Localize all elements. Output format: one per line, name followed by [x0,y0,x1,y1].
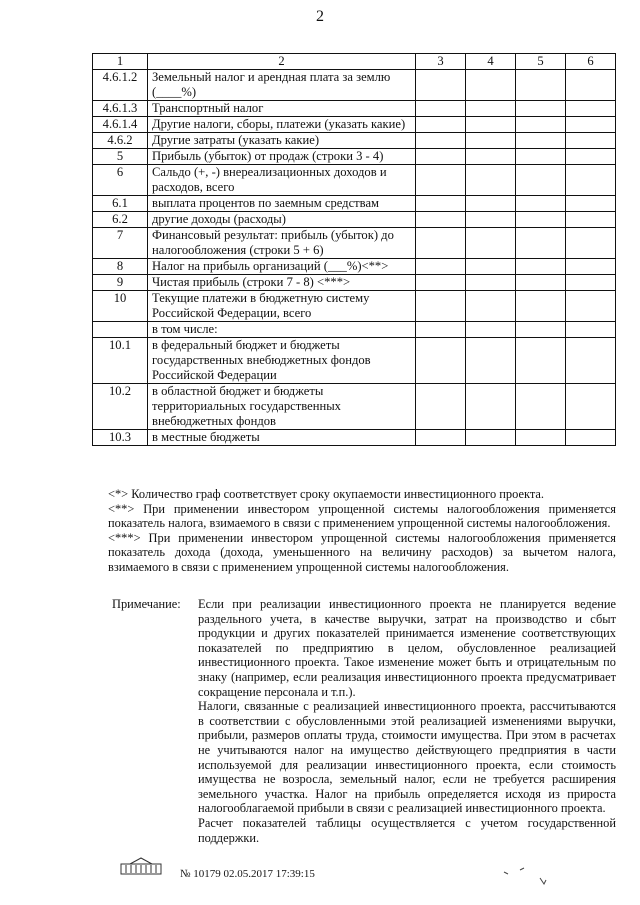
table-row [93,384,616,430]
value-cell [516,196,566,212]
value-cell [566,149,616,165]
value-cell [566,228,616,259]
footnote: <**> При применении инвестором упрощенной системы налогообложения применяется показатель налога, взимаемого в связи с применением упрощенной системы налогообложения. [108,501,616,531]
row-description [148,117,416,133]
table-header-cell: 4 [466,54,516,70]
financial-table [92,53,616,446]
footnotes [108,487,616,575]
row-description-line: расходов, всего [152,180,235,194]
row-description-line: Другие налоги, сборы, платежи (указать какие) [152,117,406,131]
row-description-line: в федеральный бюджет и бюджеты [152,338,340,352]
value-cell [516,149,566,165]
value-cell [516,322,566,338]
row-description [148,101,416,117]
table-row [93,165,616,196]
value-cell [416,228,466,259]
value-cell [516,70,566,101]
row-description [148,384,416,430]
row-number [93,322,148,338]
table-header-cell: 2 [148,54,416,70]
note-body [198,597,616,845]
row-number: 6 [93,165,148,196]
value-cell [466,149,516,165]
table-row [93,149,616,165]
page-number: 2 [316,8,324,25]
value-cell [516,384,566,430]
note-label: Примечание: [112,597,181,611]
value-cell [566,212,616,228]
table-header-cell: 3 [416,54,466,70]
row-description [148,133,416,149]
table-row [93,133,616,149]
value-cell [416,322,466,338]
row-description [148,212,416,228]
value-cell [466,430,516,446]
note-paragraph: Расчет показателей таблицы осуществляется с учетом государственной поддержки. [198,815,616,845]
row-description [148,338,416,384]
value-cell [516,117,566,133]
value-cell [466,117,516,133]
row-description-line: выплата процентов по заемным средствам [152,196,380,210]
value-cell [416,212,466,228]
row-description-line: Российской Федерации, всего [152,306,312,320]
table-row [93,259,616,275]
value-cell [566,196,616,212]
row-number: 10.1 [93,338,148,384]
value-cell [516,101,566,117]
value-cell [466,228,516,259]
table-row [93,196,616,212]
table-header-cell: 5 [516,54,566,70]
value-cell [516,212,566,228]
value-cell [516,275,566,291]
note-block [112,597,616,845]
value-cell [416,70,466,101]
footnote: <*> Количество граф соответствует сроку окупаемости инвестиционного проекта. [108,487,544,501]
note-paragraph: Если при реализации инвестиционного проекта не планируется ведение раздельного учета, в качестве выручки, затрат на производство и сбыт продукции и других показателей принимается изменение соответствующих показателей по предприятию в целом, обусловленное реализацией инвестиционного проекта. Такое изменение может быть и отрицательным по знаку (например, если реализация инвестиционного проекта предусматривает сокращение персонала и т.п.). [198,597,616,699]
table-row [93,291,616,322]
row-description [148,259,416,275]
row-description-line: другие доходы (расходы) [152,212,286,226]
value-cell [466,133,516,149]
row-description [148,228,416,259]
value-cell [566,322,616,338]
table-header-cell: 1 [93,54,148,70]
value-cell [566,165,616,196]
row-number: 6.2 [93,212,148,228]
value-cell [466,322,516,338]
row-number: 4.6.1.3 [93,101,148,117]
table-row [93,228,616,259]
value-cell [466,101,516,117]
value-cell [516,338,566,384]
row-description-line: Налог на прибыль организаций (___%)<**> [152,259,389,273]
table-header-cell: 6 [566,54,616,70]
value-cell [416,259,466,275]
table-row [93,430,616,446]
row-number: 10 [93,291,148,322]
value-cell [566,259,616,275]
building-stamp-icon [120,856,162,876]
row-number: 5 [93,149,148,165]
value-cell [466,291,516,322]
value-cell [516,228,566,259]
value-cell [566,291,616,322]
footnote: <***> При применении инвестором упрощенной системы налогообложения применяется показатель дохода (дохода, уменьшенного на величину расходов) за вычетом налога, взимаемого в связи с применением упрощенной системы налогообложения. [108,530,616,574]
value-cell [566,117,616,133]
row-description-line: внебюджетных фондов [152,414,276,428]
signature-mark-icon [500,862,560,892]
value-cell [516,291,566,322]
value-cell [466,384,516,430]
value-cell [566,430,616,446]
table-row [93,70,616,101]
row-description [148,196,416,212]
row-description [148,322,416,338]
value-cell [466,196,516,212]
registration-stamp: № 10179 02.05.2017 17:39:15 [180,868,315,880]
value-cell [466,165,516,196]
row-description-line: налогообложения (строки 5 + 6) [152,243,324,257]
value-cell [566,384,616,430]
value-cell [566,275,616,291]
row-number: 10.2 [93,384,148,430]
row-description-line: в местные бюджеты [152,430,260,444]
value-cell [516,430,566,446]
value-cell [416,165,466,196]
value-cell [416,384,466,430]
row-description-line: Сальдо (+, -) внереализационных доходов и [152,165,387,179]
value-cell [416,430,466,446]
table-header-row [93,54,616,70]
table-row [93,117,616,133]
row-description-line: в том числе: [152,322,218,336]
table-row [93,212,616,228]
row-description-line: Другие затраты (указать какие) [152,133,320,147]
value-cell [416,338,466,384]
value-cell [416,133,466,149]
value-cell [416,291,466,322]
value-cell [416,196,466,212]
row-number: 4.6.1.2 [93,70,148,101]
value-cell [566,70,616,101]
row-description-line: территориальных государственных [152,399,341,413]
value-cell [416,149,466,165]
row-number: 4.6.2 [93,133,148,149]
row-description [148,165,416,196]
row-description [148,291,416,322]
row-description-line: Финансовый результат: прибыль (убыток) до [152,228,394,242]
value-cell [516,133,566,149]
value-cell [466,212,516,228]
value-cell [516,259,566,275]
row-number: 6.1 [93,196,148,212]
row-description-line: Прибыль (убыток) от продаж (строки 3 - 4) [152,149,384,163]
value-cell [566,101,616,117]
row-description [148,275,416,291]
value-cell [566,338,616,384]
row-description-line: Земельный налог и арендная плата за землю [152,70,391,84]
row-number: 8 [93,259,148,275]
row-description-line: в областной бюджет и бюджеты [152,384,324,398]
row-description-line: (____%) [152,85,197,99]
table-row [93,338,616,384]
table-row [93,101,616,117]
value-cell [416,117,466,133]
table-row [93,322,616,338]
row-number: 7 [93,228,148,259]
row-description-line: Российской Федерации [152,368,277,382]
row-number: 4.6.1.4 [93,117,148,133]
value-cell [466,259,516,275]
value-cell [466,275,516,291]
table-row [93,275,616,291]
value-cell [516,165,566,196]
row-description-line: Транспортный налог [152,101,264,115]
value-cell [416,101,466,117]
row-number: 9 [93,275,148,291]
row-description [148,430,416,446]
value-cell [416,275,466,291]
row-description-line: государственных внебюджетных фондов [152,353,371,367]
value-cell [466,70,516,101]
row-description-line: Чистая прибыль (строки 7 - 8) <***> [152,275,351,289]
note-paragraph: Налоги, связанные с реализацией инвестиционного проекта, рассчитываются в соответствии с обусловленными этой реализацией изменениями выручки, прибыли, размеров оплаты труда, стоимости имущества. При этом в расчетах не учитываются налог на имущество действующего предприятия в части используемой для реализации инвестиционного проекта, если стоимость имущества не возросла, земельный налог, если не требуется расширения земельного участка. Налог на прибыль определяется исходя из прироста налогооблагаемой прибыли в связи с реализацией инвестиционного проекта. [198,699,616,816]
row-description-line: Текущие платежи в бюджетную систему [152,291,370,305]
row-description [148,149,416,165]
value-cell [566,133,616,149]
value-cell [466,338,516,384]
row-number: 10.3 [93,430,148,446]
row-description [148,70,416,101]
